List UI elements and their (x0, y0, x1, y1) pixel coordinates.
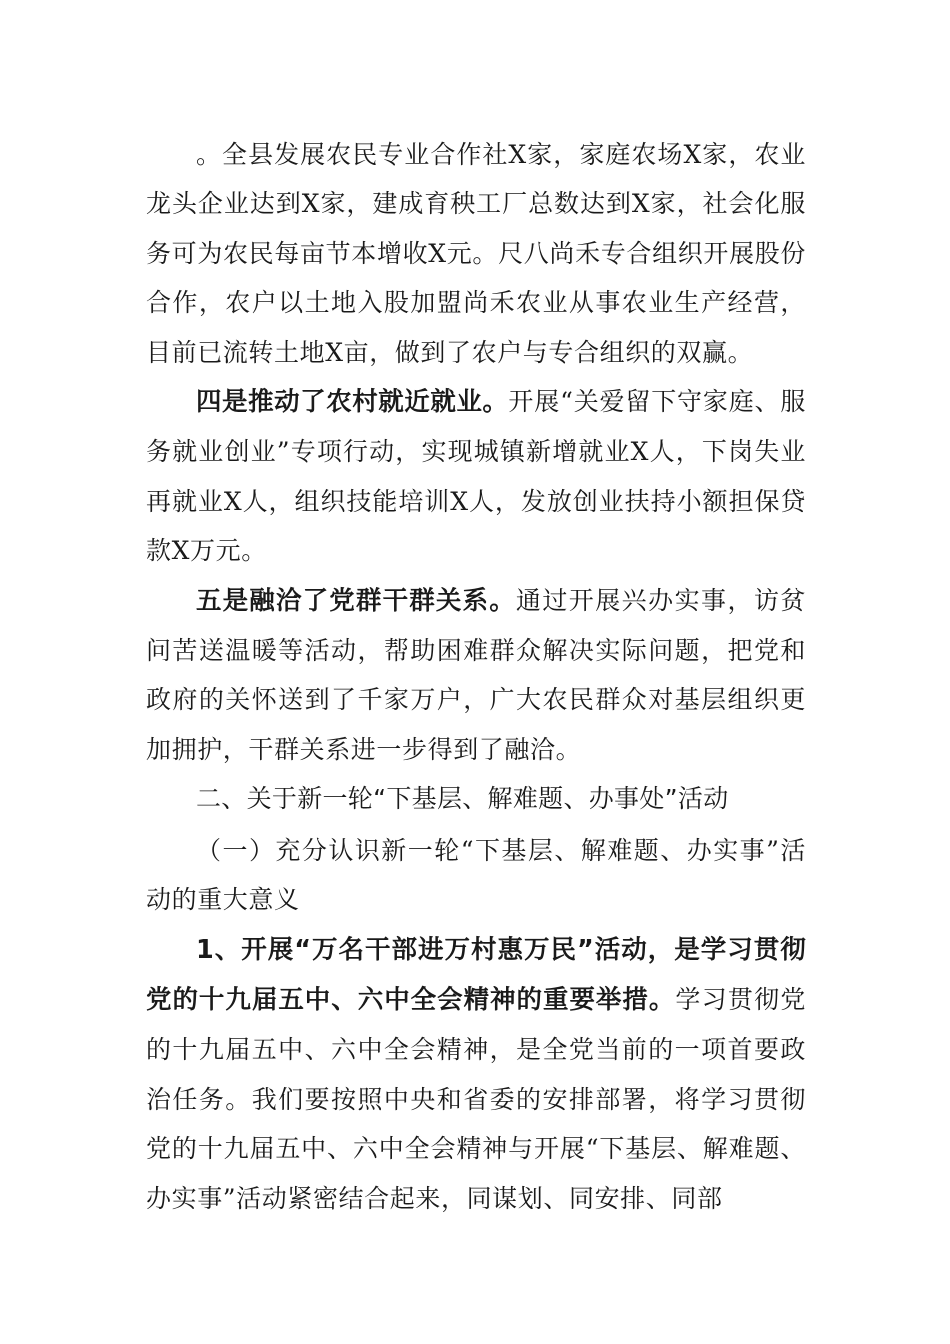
paragraph-text: 学习贯彻党的十九届五中、六中全会精神，是全党当前的一项首要政治任务。我们要按照中央和省委的安排部署，将学习贯彻党的十九届五中、六中全会精神与开展“下基层、解难题、办实事”活动紧密结合起来，同谋划、同安排、同部 (146, 984, 806, 1213)
subsection-heading: （一）充分认识新一轮“下基层、解难题、办实事”活动的重大意义 (146, 835, 806, 915)
paragraph-text: 通过开展兴办实事，访贫问苦送温暖等活动，帮助困难群众解决实际问题，把党和政府的关怀送到了千家万户，广大农民群众对基层组织更加拥护，干群关系进一步得到了融洽。 (146, 585, 806, 764)
paragraph-relations (146, 576, 806, 775)
paragraph-employment (146, 377, 806, 576)
section-heading: 二、关于新一轮“下基层、解难题、办事处”活动 (196, 784, 729, 814)
paragraph-cooperatives (146, 130, 806, 377)
paragraph-lead: 五是融洽了党群干群关系。 (196, 585, 516, 616)
paragraph-point-1 (146, 925, 806, 1223)
paragraph-text: 开展“关爱留下守家庭、服务就业创业”专项行动，实现城镇新增就业X人，下岗失业再就业X人，组织技能培训X人，发放创业扶持小额担保贷款X万元。 (146, 387, 806, 566)
paragraph-lead: 1、开展“万名干部进万村惠万民”活动，是学习贯彻党的十九届五中、六中全会精神的重要举措。 (146, 934, 806, 1015)
paragraph-lead: 四是推动了农村就近就业。 (196, 387, 509, 418)
document-body (146, 130, 806, 1223)
paragraph-text: 。全县发展农民专业合作社X家，家庭农场X家，农业龙头企业达到X家，建成育秧工厂总数达到X家，社会化服务可为农民每亩节本增收X元。尺八尚禾专合组织开展股份合作，农户以土地入股加盟尚禾农业从事农业生产经营，目前已流转土地X亩，做到了农户与专合组织的双赢。 (146, 140, 806, 367)
